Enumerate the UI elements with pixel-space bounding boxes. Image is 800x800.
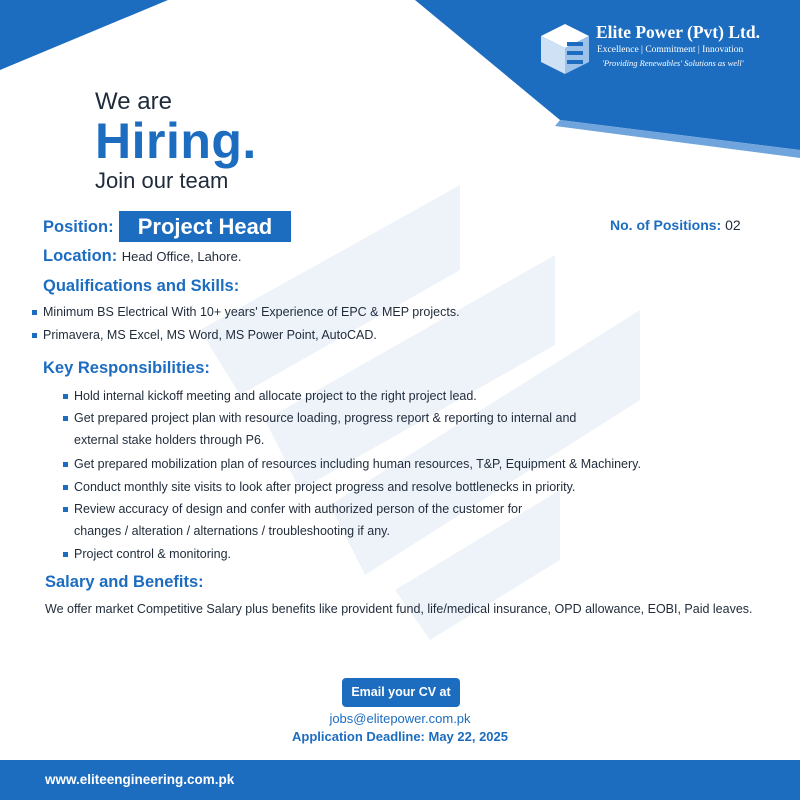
website-link[interactable]: www.eliteengineering.com.pk (45, 772, 235, 787)
location-label: Location: (43, 247, 118, 265)
headline-hiring: Hiring. (95, 113, 257, 169)
responsibility-item: Conduct monthly site visits to look after project progress and resolve bottlenecks in priority. (74, 480, 576, 494)
qualification-item: Primavera, MS Excel, MS Word, MS Power Point, AutoCAD. (43, 328, 377, 342)
responsibilities-heading: Key Responsibilities: (43, 359, 210, 377)
position-label: Position: (43, 218, 114, 236)
headline-join: Join our team (95, 168, 229, 193)
top-left-triangle (0, 0, 168, 70)
salary-heading: Salary and Benefits: (45, 573, 204, 591)
headline-we-are: We are (95, 88, 172, 115)
positions-count (610, 217, 741, 233)
elite-power-cube-logo-icon (537, 20, 593, 76)
location-value: Head Office, Lahore. (121, 249, 242, 264)
responsibility-item-continued: changes / alteration / alternations / troubleshooting if any. (74, 524, 390, 538)
positions-count-value: 02 (725, 217, 741, 233)
position-title-badge: Project Head (119, 211, 291, 242)
qualifications-heading: Qualifications and Skills: (43, 277, 240, 295)
brand-tagline: Excellence | Commitment | Innovation (597, 45, 744, 55)
responsibility-item: Project control & monitoring. (74, 547, 232, 561)
responsibility-item: Hold internal kickoff meeting and allocate project to the right project lead. (74, 389, 477, 403)
location (43, 247, 241, 266)
email-address-link[interactable]: jobs@elitepower.com.pk (329, 711, 471, 726)
qualification-item: Minimum BS Electrical With 10+ years' Experience of EPC & MEP projects. (43, 305, 460, 319)
email-cv-badge: Email your CV at (342, 678, 460, 707)
responsibility-item: Get prepared project plan with resource loading, progress report & reporting to internal and (74, 411, 577, 425)
salary-text: We offer market Competitive Salary plus benefits like provident fund, life/medical insurance, OPD allowance, EOBI, Paid leaves. (45, 602, 753, 616)
positions-count-label: No. of Positions: (610, 217, 722, 233)
brand-subtagline: 'Providing Renewables' Solutions as well' (602, 58, 744, 68)
application-deadline: Application Deadline: May 22, 2025 (291, 729, 509, 744)
responsibility-item: Review accuracy of design and confer with authorized person of the customer for (74, 502, 523, 516)
responsibility-item: Get prepared mobilization plan of resources including human resources, T&P, Equipment & Machinery. (74, 457, 641, 471)
responsibility-item-continued: external stake holders through P6. (74, 433, 265, 447)
brand-name: Elite Power (Pvt) Ltd. (596, 22, 760, 42)
